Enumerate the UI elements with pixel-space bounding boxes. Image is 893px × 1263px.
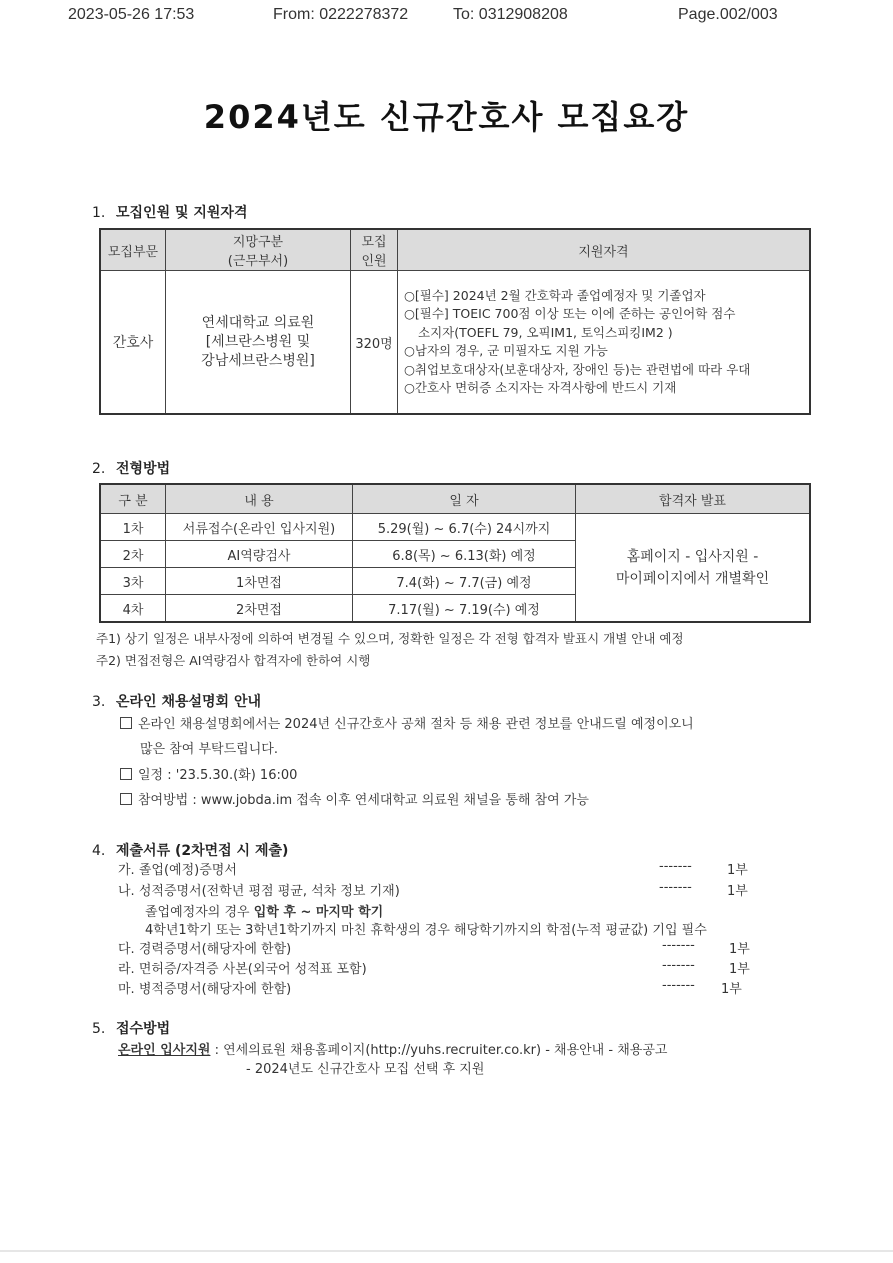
doc-item-3-qty: 1부: [729, 942, 750, 957]
row3-date: 7.4(화) ~ 7.7(금) 예정: [353, 568, 576, 595]
fax-from: From: 0222278372: [273, 6, 409, 23]
qual-4: ○취업보호대상자(보훈대상자, 장애인 등)는 관련법에 따라 우대: [404, 361, 751, 377]
th-date: 일 자: [353, 484, 576, 514]
recruitment-row: [100, 271, 810, 415]
fax-to: To: 0312908208: [453, 6, 568, 23]
section5-number: 5.: [92, 1021, 106, 1037]
section3-number: 3.: [92, 694, 106, 710]
checkbox-icon: [120, 717, 132, 729]
cell-qualification: [398, 271, 811, 415]
cell-dept: [166, 271, 351, 415]
briefing-item-3: [120, 789, 589, 808]
th-content: 내 용: [166, 484, 353, 514]
section4-number: 4.: [92, 843, 106, 859]
selection-note-1: 주1) 상기 일정은 내부사정에 의하여 변경될 수 있으며, 정확한 일정은 각 전형 합격자 발표시 개별 안내 예정: [96, 631, 684, 646]
checkbox-icon: [120, 768, 132, 780]
qual-3: ○남자의 경우, 군 미필자도 지원 가능: [404, 343, 608, 358]
th-division: 모집부문: [100, 229, 166, 271]
doc-item-1-dash: -------: [659, 859, 692, 874]
doc-item-5-qty: 1부: [721, 982, 742, 997]
th-hope-line2: (근무부서): [227, 254, 289, 269]
doc-item-5: 마. 병적증명서(해당자에 한함): [118, 982, 292, 997]
doc-item-2-qty: 1부: [727, 884, 748, 899]
th-hope-line1: 지망구분: [232, 235, 284, 250]
doc-note-graduate: [145, 901, 383, 920]
th-hope: [166, 229, 351, 271]
briefing-item-2-text: 일정 : '23.5.30.(화) 16:00: [138, 768, 298, 783]
section5-heading: [92, 1018, 170, 1038]
doc-note-graduate-a: 졸업예정자의 경우: [145, 905, 254, 920]
checkbox-icon: [120, 793, 132, 805]
section4-title: 제출서류 (2차면접 시 제출): [116, 843, 289, 859]
doc-item-1-qty: 1부: [727, 863, 748, 878]
doc-item-2-dash: -------: [659, 880, 692, 895]
announce-line1: 홈페이지 - 입사지원 -: [626, 548, 759, 565]
doc-item-2: 나. 성적증명서(전학년 평점 평균, 석차 정보 기재): [118, 884, 400, 899]
section4-heading: [92, 840, 288, 860]
doc-item-4-qty: 1부: [729, 962, 750, 977]
section2-heading: [92, 458, 170, 478]
row2-content: AI역량검사: [166, 541, 353, 568]
row1-date: 5.29(월) ~ 6.7(수) 24시까지: [353, 514, 576, 541]
qual-2b: 소지자(TOEFL 79, 오픽IM1, 토익스피킹IM2 ): [418, 324, 673, 340]
doc-note-leave: 4학년1학기 또는 3학년1학기까지 마친 휴학생의 경우 해당학기까지의 학점(누적 평균값) 기입 필수: [145, 923, 707, 938]
doc-item-4: 라. 면허증/자격증 사본(외국어 성적표 포함): [118, 962, 367, 977]
section1-heading: [92, 202, 247, 222]
cell-announce: [576, 514, 811, 623]
doc-note-graduate-b: 입학 후 ~ 마지막 학기: [253, 905, 384, 920]
section3-heading: [92, 691, 261, 711]
doc-item-4-dash: -------: [662, 958, 695, 973]
dept-line3: 강남세브란스병원]: [201, 352, 315, 369]
qual-5: ○간호사 면허증 소지자는 자격사항에 반드시 기재: [404, 380, 677, 395]
selection-note-2: 주2) 면접전형은 AI역량검사 합격자에 한하여 시행: [96, 653, 371, 668]
row2-date: 6.8(목) ~ 6.13(화) 예정: [353, 541, 576, 568]
row1-content: 서류접수(온라인 입사지원): [166, 514, 353, 541]
section3-title: 온라인 채용설명회 안내: [116, 694, 261, 710]
doc-item-3-dash: -------: [662, 938, 695, 953]
section5-title: 접수방법: [116, 1021, 171, 1037]
recruitment-table: [99, 228, 811, 415]
recruitment-table-header: [100, 229, 810, 271]
selection-table: [99, 483, 811, 623]
th-count-line2: 인원: [361, 254, 387, 269]
th-stage: 구 분: [100, 484, 166, 514]
section1-number: 1.: [92, 205, 106, 221]
cell-division: 간호사: [100, 271, 166, 415]
qual-1: ○[필수] 2024년 2월 간호학과 졸업예정자 및 기졸업자: [404, 287, 706, 303]
row4-date: 7.17(월) ~ 7.19(수) 예정: [353, 595, 576, 623]
row3-content: 1차면접: [166, 568, 353, 595]
briefing-item-1-text: 온라인 채용설명회에서는 2024년 신규간호사 공채 절차 등 채용 관련 정보를 안내드릴 예정이오니: [138, 717, 694, 732]
row4-stage: 4차: [100, 595, 166, 623]
briefing-item-1-cont: 많은 참여 부탁드립니다.: [140, 742, 278, 757]
th-qualification: 지원자격: [398, 229, 811, 271]
row4-content: 2차면접: [166, 595, 353, 623]
apply-line-2: - 2024년도 신규간호사 모집 선택 후 지원: [246, 1062, 485, 1077]
section2-number: 2.: [92, 461, 106, 477]
table-row: [100, 514, 810, 541]
briefing-item-3-text: 참여방법 : www.jobda.im 접속 이후 연세대학교 의료원 채널을 통해 참여 가능: [138, 793, 589, 808]
th-announce: 합격자 발표: [576, 484, 811, 514]
row2-stage: 2차: [100, 541, 166, 568]
section1-title: 모집인원 및 지원자격: [116, 205, 248, 221]
th-count: [351, 229, 398, 271]
doc-item-5-dash: -------: [662, 978, 695, 993]
doc-item-1: 가. 졸업(예정)증명서: [118, 863, 237, 878]
scan-edge-line: [0, 1250, 893, 1252]
row3-stage: 3차: [100, 568, 166, 595]
qual-2: ○[필수] TOEIC 700점 이상 또는 이에 준하는 공인어학 점수: [404, 306, 736, 321]
dept-line1: 연세대학교 의료원: [201, 314, 315, 331]
briefing-item-2: [120, 764, 297, 783]
dept-line2: [세브란스병원 및: [205, 333, 311, 350]
th-count-line1: 모집: [361, 235, 387, 250]
announce-line2: 마이페이지에서 개별확인: [615, 570, 770, 587]
cell-count: 320명: [351, 271, 398, 415]
apply-line-1: [118, 1039, 667, 1058]
doc-item-3: 다. 경력증명서(해당자에 한함): [118, 942, 292, 957]
apply-line-1-text: : 연세의료원 채용홈페이지(http://yuhs.recruiter.co.kr) - 채용안내 - 채용공고: [210, 1043, 668, 1058]
selection-table-header: [100, 484, 810, 514]
row1-stage: 1차: [100, 514, 166, 541]
section2-title: 전형방법: [116, 461, 171, 477]
briefing-item-1: [120, 713, 694, 732]
page-title: 2024년도 신규간호사 모집요강: [203, 98, 690, 136]
fax-page: Page.002/003: [678, 6, 778, 23]
apply-label: 온라인 입사지원: [118, 1043, 211, 1058]
fax-datetime: 2023-05-26 17:53: [68, 6, 195, 23]
